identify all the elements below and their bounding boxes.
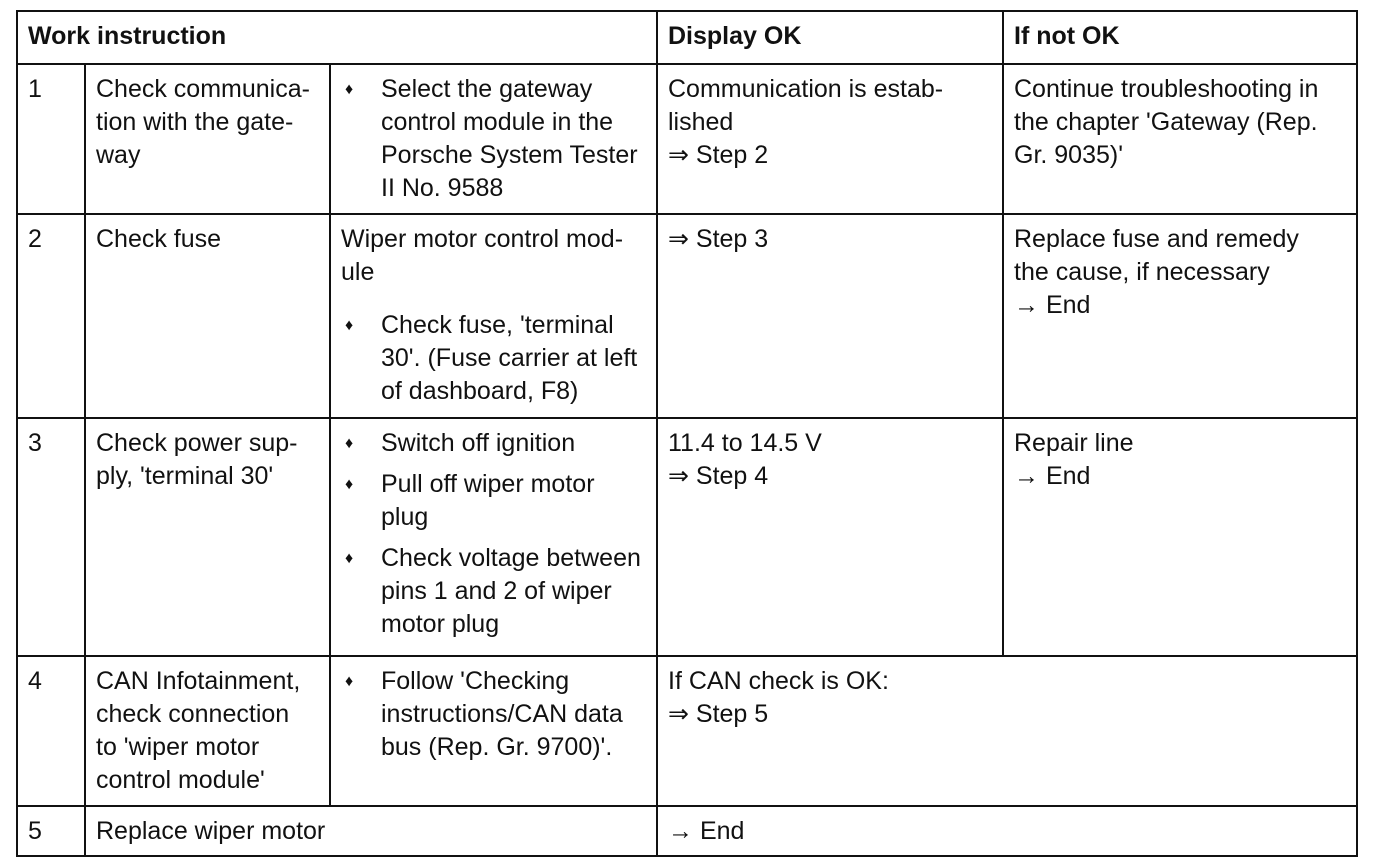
step-title xyxy=(85,214,330,418)
if-not-ok-line: → End xyxy=(1014,462,1091,490)
if-not-ok-line: Continue troubleshooting in xyxy=(1014,75,1319,103)
step-row-2 xyxy=(17,214,1357,418)
action-text: Select the gateway control module in the Porsche System Tester II No. 9588 xyxy=(381,75,638,202)
step-number: 5 xyxy=(17,806,85,856)
troubleshooting-table xyxy=(16,10,1358,857)
if-not-ok-line: Repair line xyxy=(1014,429,1134,457)
action-item xyxy=(341,309,646,408)
step-row-3 xyxy=(17,418,1357,656)
action-text: Pull off wiper motor plug xyxy=(381,470,595,531)
if-not-ok-line: Replace fuse and remedy xyxy=(1014,225,1299,253)
step-title-text: Check communica- tion with the gate- way xyxy=(96,75,310,169)
diamond-bullet-icon: ♦ xyxy=(345,317,354,334)
display-ok-cell xyxy=(657,214,1003,418)
step-actions xyxy=(330,656,657,806)
if-not-ok-cell xyxy=(1003,418,1357,656)
display-ok-cell xyxy=(657,418,1003,656)
display-ok-cell xyxy=(657,656,1357,806)
step-number: 1 xyxy=(17,64,85,214)
step-actions xyxy=(330,64,657,214)
if-not-ok-cell xyxy=(1003,64,1357,214)
step-title xyxy=(85,656,330,806)
header-row xyxy=(17,11,1357,64)
display-ok-line: ⇒ Step 5 xyxy=(668,700,769,728)
diamond-bullet-icon: ♦ xyxy=(345,435,354,452)
step-actions xyxy=(330,214,657,418)
step-number: 4 xyxy=(17,656,85,806)
action-text: Switch off ignition xyxy=(381,429,576,457)
step-row-5 xyxy=(17,806,1357,856)
step-title-text: Replace wiper motor xyxy=(96,817,326,845)
action-item xyxy=(341,73,646,205)
action-item xyxy=(341,542,646,641)
display-ok-line: If CAN check is OK: xyxy=(668,667,889,695)
if-not-ok-line: the chapter 'Gateway (Rep. xyxy=(1014,108,1318,136)
if-not-ok-line: Gr. 9035)' xyxy=(1014,141,1123,169)
display-ok-cell xyxy=(657,806,1357,856)
display-ok-line: ⇒ Step 4 xyxy=(668,462,769,490)
step-title-text: CAN Infotainment, check connection to 'wiper motor control module' xyxy=(96,667,301,794)
action-intro: Wiper motor control mod- ule xyxy=(341,225,624,286)
step-number: 2 xyxy=(17,214,85,418)
display-ok-line: → End xyxy=(668,817,745,845)
action-item xyxy=(341,427,646,460)
action-text: Check fuse, 'terminal 30'. (Fuse carrier at left of dashboard, F8) xyxy=(381,311,638,405)
step-title xyxy=(85,64,330,214)
step-title xyxy=(85,806,657,856)
step-title-text: Check fuse xyxy=(96,225,222,253)
display-ok-line: lished xyxy=(668,108,734,136)
step-number: 3 xyxy=(17,418,85,656)
header-if-not-ok: If not OK xyxy=(1003,11,1357,64)
step-actions xyxy=(330,418,657,656)
step-title xyxy=(85,418,330,656)
display-ok-line: 11.4 to 14.5 V xyxy=(668,429,822,457)
action-item xyxy=(341,468,646,534)
step-title-text: Check power sup- ply, 'terminal 30' xyxy=(96,429,298,490)
display-ok-line: Communication is estab- xyxy=(668,75,944,103)
action-item xyxy=(341,665,646,764)
diamond-bullet-icon: ♦ xyxy=(345,476,354,493)
step-row-1 xyxy=(17,64,1357,214)
header-work-instruction: Work instruction xyxy=(17,11,657,64)
work-instruction-document xyxy=(16,10,1358,857)
if-not-ok-line: the cause, if necessary xyxy=(1014,258,1270,286)
action-text: Follow 'Checking instructions/CAN data bus (Rep. Gr. 9700)'. xyxy=(381,667,623,761)
action-text: Check voltage between pins 1 and 2 of wiper motor plug xyxy=(381,544,641,638)
step-row-4 xyxy=(17,656,1357,806)
if-not-ok-line: → End xyxy=(1014,291,1091,319)
diamond-bullet-icon: ♦ xyxy=(345,550,354,567)
diamond-bullet-icon: ♦ xyxy=(345,81,354,98)
display-ok-cell xyxy=(657,64,1003,214)
display-ok-line: ⇒ Step 3 xyxy=(668,225,769,253)
if-not-ok-cell xyxy=(1003,214,1357,418)
header-display-ok: Display OK xyxy=(657,11,1003,64)
display-ok-line: ⇒ Step 2 xyxy=(668,141,769,169)
diamond-bullet-icon: ♦ xyxy=(345,673,354,690)
